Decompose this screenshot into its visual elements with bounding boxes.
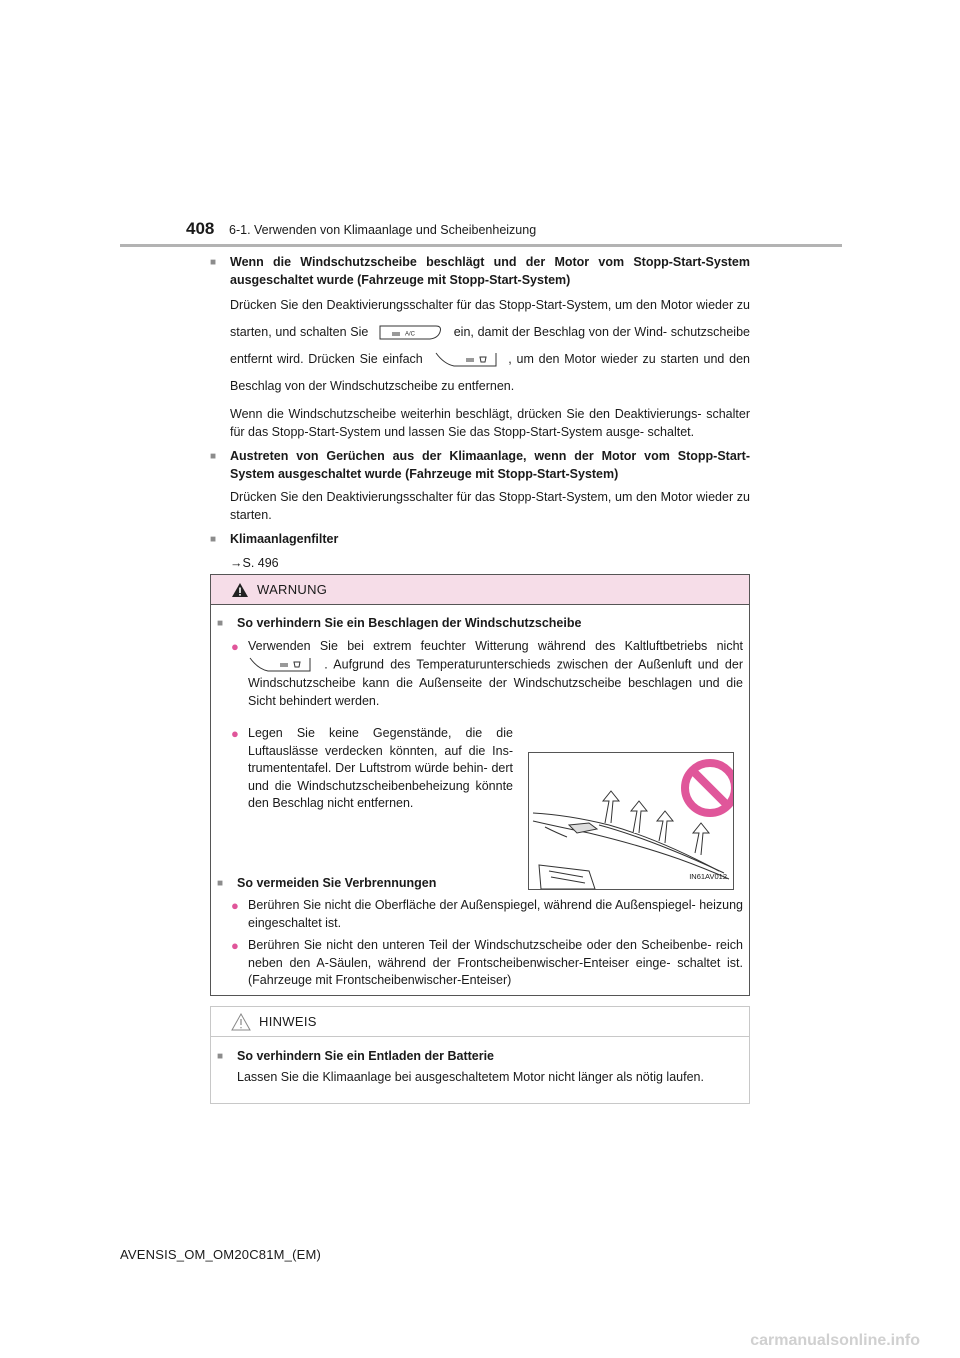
square-bullet-icon: ■ xyxy=(217,1051,224,1062)
square-bullet-icon: ■ xyxy=(210,257,217,268)
hint-subtitle: So verhindern Sie ein Entladen der Batterie xyxy=(237,1049,495,1063)
hint-header xyxy=(211,1007,749,1037)
airflow-arrow-icon xyxy=(657,811,673,843)
document-id: AVENSIS_OM_OM20C81M_(EM) xyxy=(120,1247,322,1262)
figure-label: IN61AV012 xyxy=(689,871,727,881)
warning-header xyxy=(211,575,749,605)
list-item: ● Verwenden Sie bei extrem feuchter Witterung während des Kaltluftbetriebs nicht . Aufgrund des Temperaturunterschieds zwischen der Außenluft und der Windschutzscheibe kann die Außenseite der Windschutzscheibe beschlagen und die Sicht behindert werden. xyxy=(231,638,743,711)
section-paragraph: Wenn die Windschutzscheibe weiterhin beschlägt, drücken Sie den Deaktivierungs- schalter für das Stopp-Start-System und lassen Sie das Stopp-Start-System ausge- schaltet. xyxy=(230,407,750,439)
airflow-arrow-icon xyxy=(693,823,709,855)
bullet-dot-icon: ● xyxy=(231,638,239,654)
airflow-arrow-icon xyxy=(631,801,647,833)
section-air-filter xyxy=(210,531,750,572)
header-rule xyxy=(120,244,842,247)
section-odor-stop-start xyxy=(210,448,750,524)
airflow-arrow-icon xyxy=(603,791,619,823)
section-title: Austreten von Gerüchen aus der Klimaanlage, wenn der Motor vom Stopp-Start- System ausgeschaltet wurde (Fahrzeuge mit Stopp-Start-System) xyxy=(230,449,750,481)
warning-subtitle: So verhindern Sie ein Beschlagen der Windschutzscheibe xyxy=(237,616,582,630)
hint-paragraph: Lassen Sie die Klimaanlage bei ausgeschaltetem Motor nicht länger als nötig laufen. xyxy=(237,1069,704,1084)
page-reference-link[interactable]: →S. 496 xyxy=(230,555,279,570)
bullet-dot-icon: ● xyxy=(231,726,239,741)
hint-box xyxy=(210,1006,750,1104)
square-bullet-icon: ■ xyxy=(210,534,217,545)
main-content xyxy=(210,254,750,579)
section-paragraph: Drücken Sie den Deaktivierungsschalter für das Stopp-Start-System, um den Motor wieder zu starten. xyxy=(230,490,750,522)
warning-box xyxy=(210,574,750,996)
front-defroster-button-icon xyxy=(248,655,312,675)
ac-button-icon xyxy=(378,323,444,343)
section-fogging-stop-start xyxy=(210,254,750,441)
front-defroster-button-icon xyxy=(434,350,498,370)
hint-title: HINWEIS xyxy=(259,1014,317,1029)
square-bullet-icon: ■ xyxy=(210,451,217,462)
warning-triangle-icon xyxy=(231,582,249,598)
object-on-dashboard-icon xyxy=(569,823,597,833)
square-bullet-icon: ■ xyxy=(217,877,224,889)
section-title: Wenn die Windschutzscheibe beschlägt und der Motor vom Stopp-Start-System ausgeschaltet wurde (Fahrzeuge mit Stopp-Start-System) xyxy=(230,255,750,287)
square-bullet-icon: ■ xyxy=(217,618,224,629)
svg-text:A/C: A/C xyxy=(405,331,416,338)
list-item: ● Berühren Sie nicht den unteren Teil der Windschutzscheibe oder den Scheibenbe- reich neben den A-Säulen, während der Frontscheibenwischer-Enteiser einge- schaltet ist. (Fahrzeuge mit Frontscheibenwischer-Enteiser) xyxy=(231,937,743,990)
list-item: ● Berühren Sie nicht die Oberfläche der Außenspiegel, während die Außenspiegel- heizung eingeschaltet ist. xyxy=(231,897,743,932)
dashboard-vent-illustration xyxy=(528,752,734,890)
bullet-dot-icon: ● xyxy=(231,938,239,953)
warning-subtitle: So vermeiden Sie Verbrennungen xyxy=(237,875,437,890)
watermark: carmanualsonline.info xyxy=(750,1332,920,1349)
caution-outline-triangle-icon xyxy=(231,1013,251,1031)
chapter-title: 6-1. Verwenden von Klimaanlage und Scheibenheizung xyxy=(229,223,537,237)
warning-title: WARNUNG xyxy=(257,582,328,597)
section-title: Klimaanlagenfilter xyxy=(230,532,339,546)
list-item: ● Legen Sie keine Gegenstände, die die Luftauslässe verdecken könnten, auf die Ins- trumententafel. Der Luftstrom würde behin- dert und die Windschutzscheibenbeheizung könnte den Beschlag nicht entfernen. xyxy=(231,725,513,813)
bullet-dot-icon: ● xyxy=(231,898,239,913)
page-number: 408 xyxy=(186,219,215,238)
section-paragraph: Drücken Sie den Deaktivierungsschalter für das Stopp-Start-System, um den Motor wieder zu starten, und schalten Sie A/C ein, damit der Beschlag von der Wind- schutzscheibe entfernt wird. Drücken Sie einfach , um den Motor wieder zu starten und den Beschlag von der Windschutzscheibe zu entfernen. xyxy=(230,298,750,393)
